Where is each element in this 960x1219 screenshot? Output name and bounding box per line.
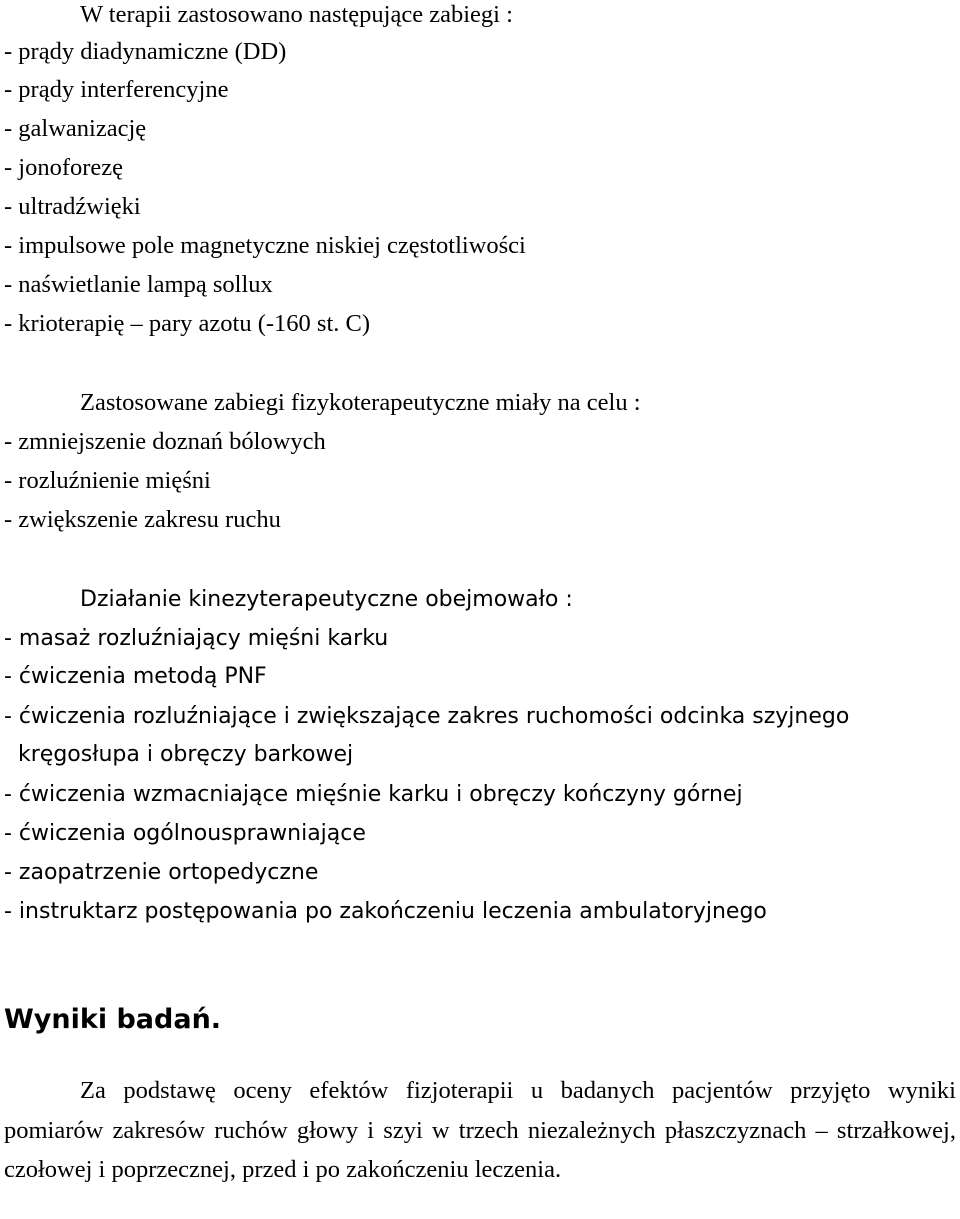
therapy-intro: W terapii zastosowano następujące zabiegi : xyxy=(80,1,513,28)
kinesio-intro: Działanie kinezyterapeutyczne obejmowało : xyxy=(80,587,573,612)
list-item-continuation: kręgosłupa i obręczy barkowej xyxy=(18,742,354,767)
list-item: - ćwiczenia ogólnousprawniające xyxy=(4,821,366,846)
list-item: - impulsowe pole magnetyczne niskiej częstotliwości xyxy=(4,232,526,259)
results-heading: Wyniki badań. xyxy=(4,1004,222,1035)
list-item: - instruktarz postępowania po zakończeniu leczenia ambulatoryjnego xyxy=(4,899,767,924)
list-item: - rozluźnienie mięśni xyxy=(4,467,211,494)
list-item: - galwanizację xyxy=(4,115,147,142)
list-item: - jonoforezę xyxy=(4,154,124,181)
list-item: - naświetlanie lampą sollux xyxy=(4,271,273,298)
list-item: - prądy diadynamiczne (DD) xyxy=(4,38,287,65)
results-paragraph: Za podstawę oceny efektów fizjoterapii u badanych pacjentów przyjęto wyniki pomiarów zakresów ruchów głowy i szyi w trzech niezależnych płaszczyznach – strzałkowej, czołowej i poprzecznej, przed i po zakończeniu leczenia. xyxy=(4,1077,956,1183)
list-item: - zaopatrzenie ortopedyczne xyxy=(4,860,319,885)
list-item: - prądy interferencyjne xyxy=(4,76,229,103)
list-item: - ćwiczenia rozluźniające i zwiększające zakres ruchomości odcinka szyjnego xyxy=(4,704,850,729)
list-item: - krioterapię – pary azotu (-160 st. C) xyxy=(4,310,371,337)
list-item: - zwiększenie zakresu ruchu xyxy=(4,506,281,533)
list-item: - ultradźwięki xyxy=(4,193,141,220)
list-item: - zmniejszenie doznań bólowych xyxy=(4,428,326,455)
list-item: - ćwiczenia wzmacniające mięśnie karku i obręczy kończyny górnej xyxy=(4,782,743,807)
list-item: - masaż rozluźniający mięśni karku xyxy=(4,626,389,651)
goals-intro: Zastosowane zabiegi fizykoterapeutyczne miały na celu : xyxy=(80,389,641,416)
list-item: - ćwiczenia metodą PNF xyxy=(4,664,267,689)
